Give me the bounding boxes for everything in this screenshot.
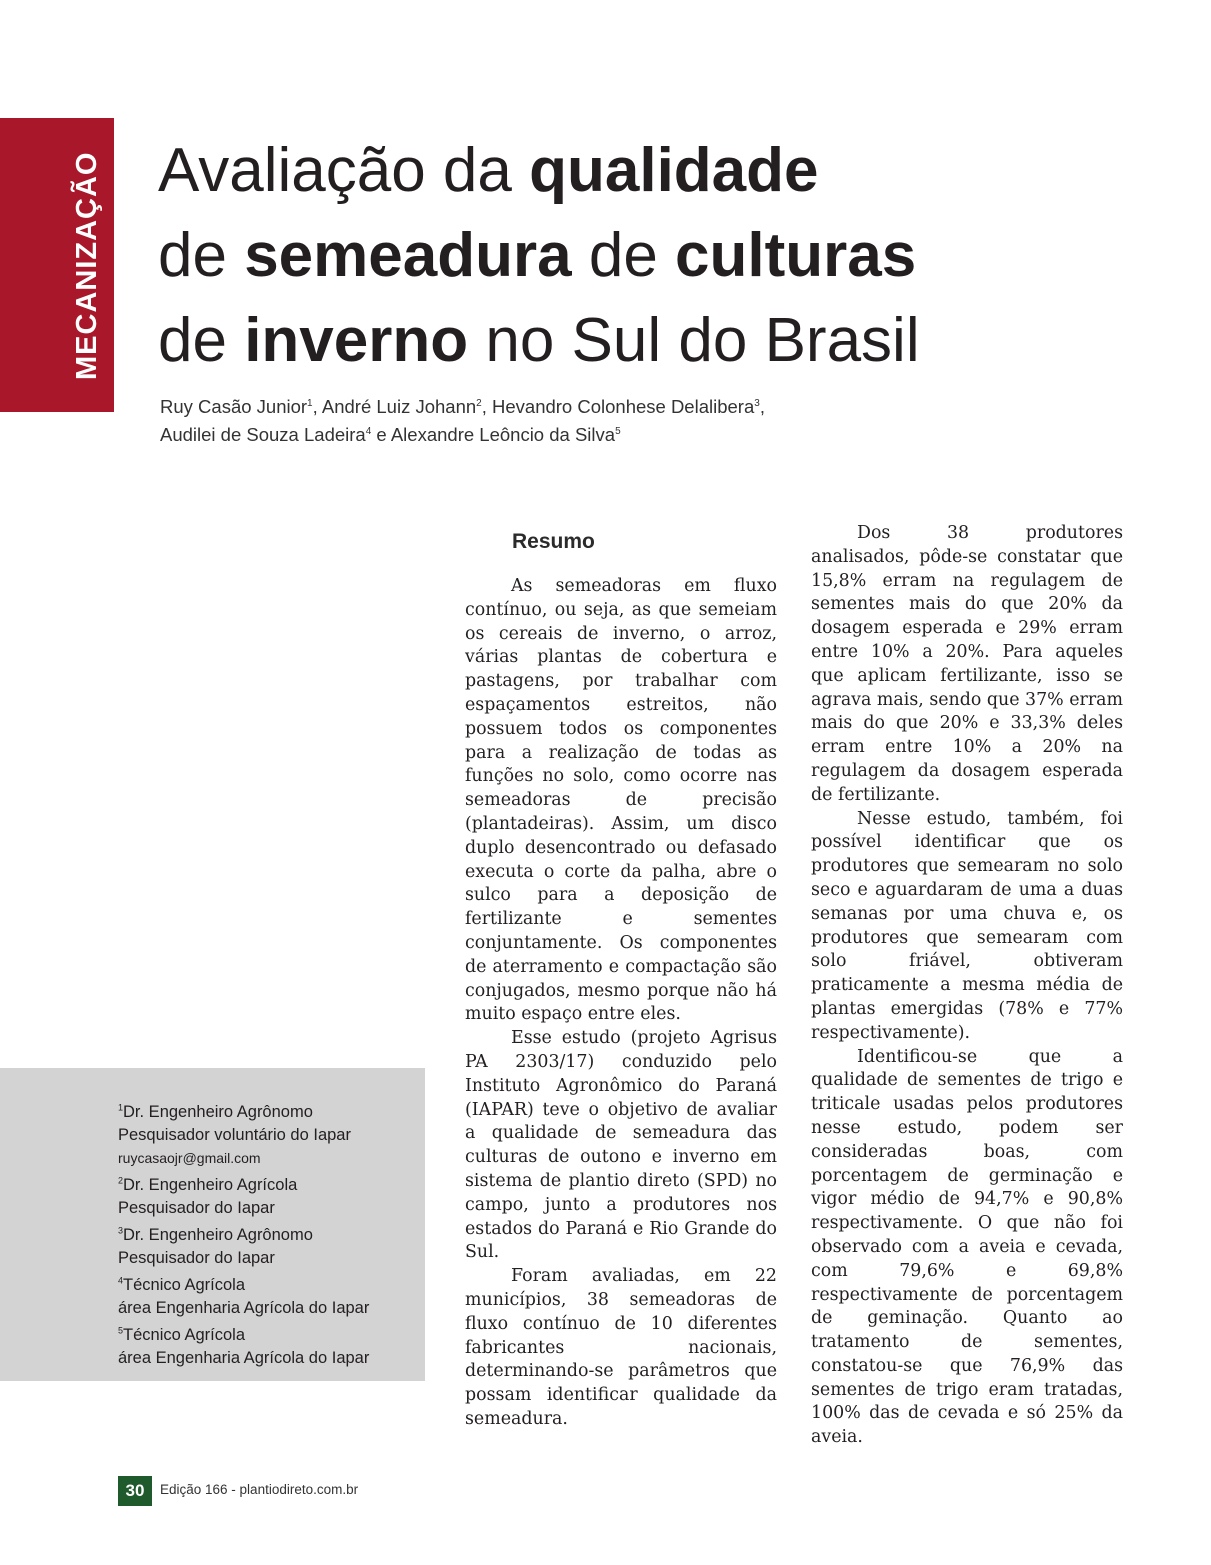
section-label: MECANIZAÇÃO: [71, 151, 103, 380]
title-bold-text: semeadura: [244, 221, 572, 290]
text-column-1: [465, 522, 777, 1432]
author-list: [160, 393, 860, 449]
title-bold-text: culturas: [675, 221, 917, 290]
body-paragraph: Identificou-se que a qualidade de sementes de trigo e triticale usadas pelos produtores nesse estudo, podem ser consideradas boas, com porcentagem de germinação e vigor médio de 94,7% e 90,8% respectivamente. O que não foi observado com a aveia e cevada, com 79,6% e 69,8% respectivamente de porcentagem de geminação. Quanto ao tratamento de sementes, constatou-se que 76,9% das sementes de trigo eram tratadas, 100% das de cevada e só 25% da aveia.: [811, 1046, 1123, 1448]
title-text: no Sul do Brasil: [468, 306, 920, 375]
author-note: $^4$Técnico Agrícola área Engenharia Agrícola do Iapar: [118, 1275, 370, 1317]
body-paragraph: Esse estudo (projeto Agrisus PA 2303/17) conduzido pelo Instituto Agronômico do Paraná (IAPAR) teve o objetivo de avaliar a qualidade de semeadura das culturas de outono e inverno em sistema de plantio direto (SPD) no campo, junto a produtores nos estados do Paraná e Rio Grande do Sul.: [465, 1028, 777, 1263]
title-text: de: [571, 221, 676, 290]
page-number: 30: [118, 1476, 152, 1506]
title-text: de: [158, 221, 245, 290]
author-note: $^5$Técnico Agrícola área Engenharia Agrícola do Iapar: [118, 1325, 370, 1367]
author: Ruy Casão Junior$^1$,: [160, 396, 322, 417]
author: Audilei de Souza Ladeira$^4$ e: [160, 424, 391, 445]
section-tab: [0, 118, 114, 412]
author-note: $^3$Dr. Engenheiro Agrônomo Pesquisador do Iapar: [118, 1225, 313, 1267]
author: André Luiz Johann$^2$,: [321, 396, 492, 417]
body-paragraph: Nesse estudo, também, foi possível identificar que os produtores que semearam no solo seco e aguardaram de uma a duas semanas por uma chuva e, os produtores que semearam com solo friável, obtiveram praticamente a mesma média de plantas emergidas (78% e 77% respectivamente).: [811, 808, 1123, 1043]
title-bold-text: inverno: [244, 306, 469, 375]
body-paragraph: Dos 38 produtores analisados, pôde-se constatar que 15,8% erram na regulagem de sementes mais do que 20% da dosagem esperada e 29% erram entre 10% a 20%. Para aqueles que aplicam fertilizante, isso se agrava mais, sendo que 37% erram mais do que 20% e 33,3% deles erram entre 10% a 20% na regulagem da dosagem esperada de fertilizante.: [811, 523, 1123, 805]
author: Alexandre Leôncio da Silva$^5$: [390, 424, 621, 445]
text-column-2: [811, 522, 1123, 1450]
title-text: de: [158, 306, 245, 375]
title-bold-text: qualidade: [529, 136, 819, 205]
title-text: Avaliação da: [158, 136, 530, 205]
body-paragraph: As semeadoras em fluxo contínuo, ou seja, as que semeiam os cereais de inverno, o arroz, várias plantas de cobertura e pastagens, por trabalhar com espaçamentos estreitos, não possuem todos os componentes para a realização de todas as funções no solo, como ocorre nas semeadoras de precisão (plantadeiras). Assim, um disco duplo desencontrado ou defasado executa o corte da palha, abre o sulco para a deposição de fertilizante e sementes conjuntamente. Os componentes de aterramento e compactação são conjugados, mesmo porque não há muito espaço entre eles.: [465, 576, 777, 1025]
resumo-heading: Resumo: [512, 530, 595, 553]
body-paragraph: Foram avaliadas, em 22 municípios, 38 semeadoras de fluxo contínuo de 10 diferentes fabricantes nacionais, determinando-se parâmetros que possam identificar qualidade da semeadura.: [465, 1266, 777, 1429]
author-note: $^1$Dr. Engenheiro Agrônomo Pesquisador voluntário do Iapar ruycasaojr@gmail.com: [118, 1101, 418, 1170]
author-notes: [118, 1101, 418, 1374]
article-title: [158, 128, 958, 383]
footer-edition: Edição 166 - plantiodireto.com.br: [160, 1482, 359, 1497]
author-email: ruycasaojr@gmail.com: [118, 1150, 261, 1166]
author: Hevandro Colonhese Delalibera$^3$,: [492, 396, 765, 417]
author-note: $^2$Dr. Engenheiro Agrícola Pesquisador do Iapar: [118, 1175, 298, 1217]
